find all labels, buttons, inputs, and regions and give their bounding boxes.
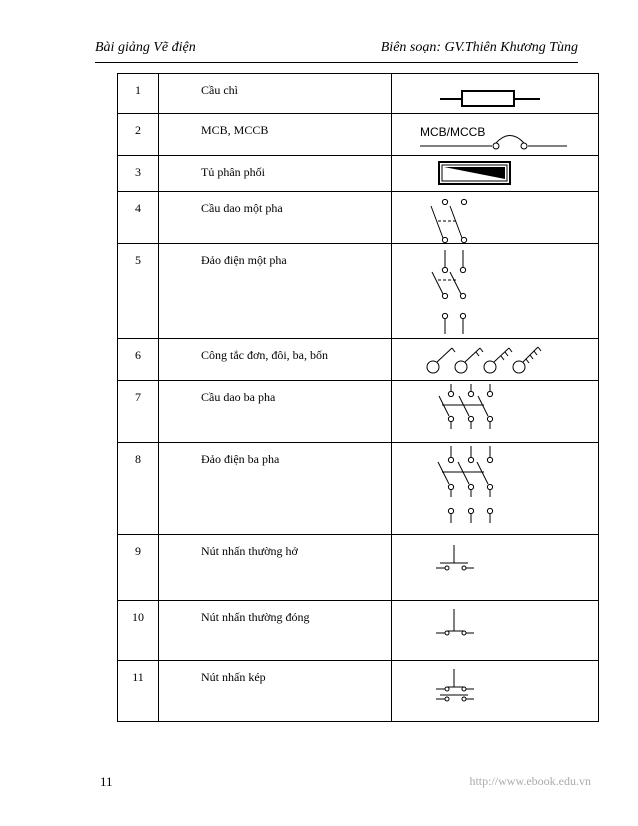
changeover-switch-icon <box>392 244 598 339</box>
circuit-breaker-icon <box>392 114 598 156</box>
row-name: Nút nhấn thường hở <box>159 535 392 601</box>
single-phase-changeover-symbol <box>392 244 599 339</box>
row-name: Cầu dao ba pha <box>159 381 392 443</box>
table-row <box>118 156 599 192</box>
mcb-symbol <box>392 114 599 156</box>
row-name: Nút nhấn kép <box>159 661 392 722</box>
row-number: 5 <box>118 244 159 339</box>
single-phase-switch-symbol <box>392 192 599 244</box>
push-button-nc-icon <box>392 601 598 661</box>
row-number: 6 <box>118 339 159 381</box>
row-name: Công tắc đơn, đôi, ba, bốn <box>159 339 392 381</box>
row-number: 2 <box>118 114 159 156</box>
double-button-symbol <box>392 661 599 722</box>
table-row <box>118 192 599 244</box>
header-author: Biên soạn: GV.Thiên Khương Tùng <box>380 40 578 55</box>
row-name: Đảo điện ba pha <box>159 443 392 535</box>
three-phase-changeover-symbol <box>392 443 599 535</box>
table-row <box>118 443 599 535</box>
page-number: 11 <box>100 774 113 789</box>
triple-switch-icon <box>484 348 512 373</box>
row-number: 10 <box>118 601 159 661</box>
light-switch-icons <box>392 339 598 381</box>
row-name: Đảo điện một pha <box>159 244 392 339</box>
row-name: Cầu chì <box>159 74 392 114</box>
table-row <box>118 114 599 156</box>
table-row <box>118 381 599 443</box>
row-number: 11 <box>118 661 159 722</box>
table-row <box>118 244 599 339</box>
push-button-double-icon <box>392 661 598 722</box>
table-row <box>118 601 599 661</box>
row-name: MCB, MCCB <box>159 114 392 156</box>
distribution-board-symbol <box>392 156 599 192</box>
page-header <box>95 38 578 63</box>
row-name: Cầu dao một pha <box>159 192 392 244</box>
table-row <box>118 74 599 114</box>
mcb-label: MCB/MCCB <box>420 125 486 139</box>
fuse-symbol <box>392 74 599 114</box>
distribution-board-icon <box>392 156 598 192</box>
header-course-title: Bài giảng Vẽ điện <box>95 40 196 55</box>
normally-open-button-symbol <box>392 535 599 601</box>
row-number: 3 <box>118 156 159 192</box>
row-number: 8 <box>118 443 159 535</box>
row-number: 7 <box>118 381 159 443</box>
double-switch-icon <box>455 348 483 373</box>
symbol-table <box>117 73 599 722</box>
table-row <box>118 339 599 381</box>
three-phase-switch-symbol <box>392 381 599 443</box>
row-name: Nút nhấn thường đóng <box>159 601 392 661</box>
normally-closed-button-symbol <box>392 601 599 661</box>
quad-switch-icon <box>513 347 541 373</box>
row-number: 4 <box>118 192 159 244</box>
push-button-no-icon <box>392 535 598 601</box>
table-row <box>118 661 599 722</box>
row-number: 1 <box>118 74 159 114</box>
row-name: Tủ phân phối <box>159 156 392 192</box>
fuse-icon <box>392 74 598 114</box>
knife-switch-icon <box>392 192 598 244</box>
row-number: 9 <box>118 535 159 601</box>
three-phase-changeover-icon <box>392 443 598 535</box>
single-switch-icon <box>427 348 455 373</box>
light-switches-symbol <box>392 339 599 381</box>
footer-url[interactable]: http://www.ebook.edu.vn <box>469 774 591 788</box>
three-phase-knife-switch-icon <box>392 381 598 443</box>
table-row <box>118 535 599 601</box>
